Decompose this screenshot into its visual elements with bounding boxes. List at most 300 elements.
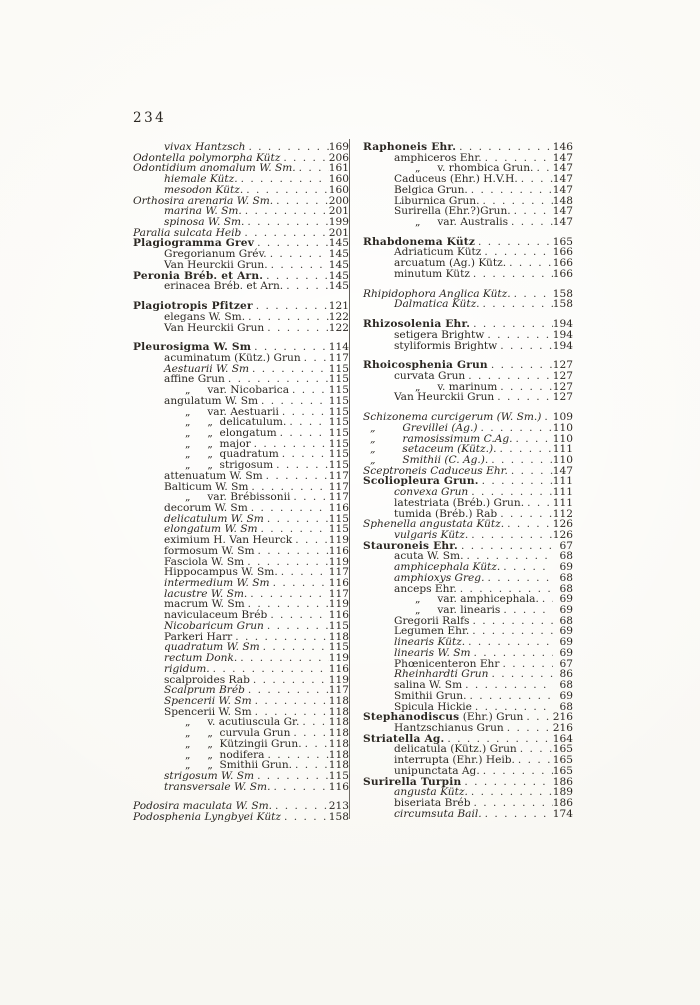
entry-page-ref: 147 [552, 464, 573, 477]
entry-text: Peronia Bréb. et Arn. [133, 269, 264, 282]
dot-leader [470, 798, 552, 809]
entry-text: amphiceros Ehr. [394, 151, 482, 164]
entry-page-ref: 166 [552, 267, 573, 280]
entry-text: „ ramosissimum C.Ag. [370, 432, 513, 445]
entry-text: rigidum. [164, 662, 210, 675]
index-entry [363, 269, 573, 280]
index-entry [133, 312, 349, 323]
entry-text: Liburnica Grun. [394, 194, 480, 207]
dot-leader [470, 269, 553, 280]
dot-leader [243, 185, 329, 196]
dot-leader [273, 460, 329, 471]
entry-text: Spencerii W. Sm [164, 694, 252, 707]
entry-page-ref: 216 [552, 711, 573, 724]
dot-leader [511, 206, 553, 217]
entry-text: Gregorii Ralfs [394, 614, 470, 627]
dot-leader [245, 685, 329, 696]
entry-text: „ „ quadratum [185, 448, 279, 461]
entry-text: Striatella Ag. [363, 732, 445, 745]
dot-leader [263, 471, 329, 482]
entry-page-ref: 174 [552, 807, 573, 820]
entry-text: Spicula Hickie [394, 700, 472, 713]
index-entry [363, 299, 573, 310]
entry-text: formosum W. Sm [164, 544, 255, 557]
dot-leader [513, 434, 553, 445]
entry-text: Nicobaricum Grun [164, 619, 264, 632]
entry-page-ref: 213 [328, 800, 349, 813]
entry-text: „ setaceum (Kütz.). [370, 443, 497, 456]
entry-text: Caduceus (Ehr.) H.V.H. [394, 173, 518, 186]
entry-page-ref: 69 [559, 636, 573, 649]
entry-text: „ „ nodifera [185, 748, 265, 761]
dot-leader [241, 228, 328, 239]
entry-page-ref: 110 [552, 432, 573, 445]
entry-page-ref: 122 [328, 321, 349, 334]
entry-text: „ var. Australis [415, 216, 509, 229]
entry-page-ref: 166 [552, 246, 573, 259]
dot-leader [484, 573, 553, 584]
entry-page-ref: 119 [328, 652, 349, 665]
entry-page-ref: 111 [552, 496, 573, 509]
dot-leader [268, 260, 329, 271]
entry-text: Rhoicosphenia Grun [363, 359, 488, 372]
dot-leader [283, 281, 329, 292]
entry-text: amphioxys Greg. [394, 571, 485, 584]
dot-leader [524, 498, 553, 509]
entry-page-ref: 189 [552, 786, 573, 799]
entry-page-ref: 109 [552, 411, 573, 424]
entry-text: Pleurosigma W. Sm [133, 341, 252, 354]
dot-leader [497, 341, 553, 352]
dot-leader [264, 621, 329, 632]
dot-leader [270, 782, 328, 793]
entry-page-ref: 160 [328, 173, 349, 186]
entry-text: spinosa W. Sm. [164, 216, 245, 229]
entry-text: Hippocampus W. Sm. [164, 566, 278, 579]
entry-page-ref: 111 [552, 443, 573, 456]
dot-leader [238, 174, 329, 185]
entry-page-ref: 127 [552, 391, 573, 404]
dot-leader [480, 299, 553, 310]
entry-text: Rhizosolenia Ehr. [363, 318, 471, 331]
entry-page-ref: 147 [552, 216, 573, 229]
entry-text: Legumen Ehr. [394, 625, 470, 638]
entry-text: „ „ Kützingii Grun. [185, 737, 302, 750]
entry-page-ref: 165 [552, 743, 573, 756]
dot-leader [484, 330, 552, 341]
dot-leader [508, 466, 553, 477]
entry-page-ref: 118 [328, 737, 349, 750]
entry-text: eximium H. Van Heurck [164, 534, 293, 547]
dot-leader [523, 712, 552, 723]
entry-text: Stauroneis Ehr. [363, 539, 458, 552]
index-entry [363, 217, 573, 228]
entry-page-ref: 147 [552, 183, 573, 196]
dot-leader [497, 382, 552, 393]
dot-leader [258, 396, 329, 407]
index-entry [133, 664, 349, 675]
entry-text: Plagiogramma Grev [133, 237, 255, 250]
entry-text: latestriata (Bréb.) Grun. [394, 496, 525, 509]
dot-leader [281, 812, 329, 823]
dot-leader [466, 691, 553, 702]
page-number: 234 [133, 110, 167, 126]
entry-text: Surirella Turpin [363, 775, 462, 788]
entry-page-ref: 119 [328, 534, 349, 547]
entry-text: biseriata Bréb [394, 796, 471, 809]
entry-text: Paralia sulcata Heib [133, 226, 242, 239]
entry-page-ref: 126 [552, 518, 573, 531]
entry-text: decorum W. Sm [164, 502, 248, 514]
index-entry [363, 392, 573, 403]
entry-text: Parkeri Harr [164, 630, 233, 643]
entry-text: arcuatum (Ag.) Kütz. [394, 257, 507, 270]
entry-page-ref: 68 [559, 614, 573, 627]
entry-text: Odontidium anomalum W. Sm. [133, 162, 296, 175]
entry-page-ref: 127 [552, 369, 573, 382]
entry-text: scalproides Rab [164, 673, 250, 686]
entry-page-ref: 112 [552, 507, 573, 520]
entry-text: linearis Kütz. [394, 636, 466, 649]
dot-leader [511, 289, 553, 300]
entry-page-ref: 118 [328, 748, 349, 761]
entry-text: Fasciola W. Sm [164, 555, 245, 568]
entry-page-ref: 194 [552, 318, 573, 331]
dot-leader [299, 717, 328, 728]
dot-leader [458, 541, 553, 552]
entry-page-ref: 126 [552, 529, 573, 541]
entry-text: erinacea Bréb. et Arn. [164, 280, 284, 293]
entry-text: minutum Kütz [394, 267, 470, 280]
entry-page-ref: 160 [328, 183, 349, 196]
entry-text: hiemale Kütz. [164, 173, 238, 186]
dot-leader [253, 301, 329, 312]
dot-leader [488, 360, 553, 371]
entry-page-ref: 116 [328, 577, 349, 590]
entry-text: naviculaceum Bréb [164, 609, 268, 622]
index-entry [133, 782, 349, 793]
entry-page-ref: 116 [328, 780, 349, 793]
entry-text: interrupta (Ehr.) Heib. [394, 754, 515, 767]
entry-text: unipunctata Ag. [394, 764, 480, 777]
entry-page-ref: 127 [552, 359, 573, 372]
dot-leader [462, 680, 553, 691]
entry-text: mesodon Kütz. [164, 183, 244, 196]
entry-page-ref: 127 [552, 380, 573, 393]
entry-page-ref: 158 [552, 287, 573, 300]
entry-text: Sphenella angustata Kütz. [363, 518, 505, 531]
index-entry [133, 396, 349, 407]
entry-text: „ var. linearis [415, 604, 501, 617]
entry-text: rectum Donk. [164, 652, 238, 665]
entry-text: „ „ Smithii Grun. [185, 759, 293, 772]
entry-page-ref: 115 [328, 523, 349, 536]
index-entry [363, 330, 573, 341]
entry-text: Phœnicenteron Ehr [394, 657, 500, 670]
entry-text: Sceptroneis Caduceus Ehr. [363, 464, 508, 477]
index-entry [363, 498, 573, 509]
entry-text: Scalprum Bréb [164, 684, 245, 697]
entry-genus-bold: Stephanodiscus [363, 711, 460, 724]
entry-page-ref: 118 [328, 727, 349, 740]
dot-leader [499, 659, 553, 670]
entry-page-ref: 200 [328, 194, 349, 207]
entry-page-ref: 115 [328, 362, 349, 375]
entry-page-ref: 146 [552, 141, 573, 153]
entry-page-ref: 86 [559, 668, 573, 681]
dot-leader [480, 766, 553, 777]
dot-leader [290, 492, 328, 503]
entry-text: vivax Hantzsch [164, 141, 246, 153]
dot-leader [255, 546, 329, 557]
entry-page-ref: 119 [328, 598, 349, 611]
entry-page-ref: 121 [328, 300, 349, 313]
entry-text: Van Heurckii Grun [164, 321, 265, 334]
entry-text: Hantzschianus Grun [394, 721, 504, 734]
entry-page-ref: 194 [552, 339, 573, 352]
dot-leader [247, 589, 328, 600]
index-entry [133, 546, 349, 557]
entry-page-ref: 69 [559, 625, 573, 638]
entry-text: Raphoneis Ehr. [363, 141, 457, 153]
entry-text: „ „ elongatum [185, 426, 277, 439]
entry-page-ref: 186 [552, 775, 573, 788]
entry-page-ref: 122 [328, 310, 349, 323]
entry-page-ref: 186 [552, 796, 573, 809]
entry-text: Rhipidophora Anglica Kütz. [363, 287, 511, 300]
dot-leader [278, 567, 329, 578]
entry-text: Van Heurckii Grun. [164, 258, 268, 271]
entry-page-ref: 68 [559, 550, 573, 563]
entry-page-ref: 117 [328, 351, 349, 364]
dot-leader [500, 562, 553, 573]
entry-text: Aestuarii W. Sm [164, 362, 250, 375]
entry-page-ref: 161 [328, 162, 349, 175]
entry-page-ref: 116 [328, 502, 349, 514]
entry-page-ref: 117 [328, 480, 349, 493]
index-entry [133, 281, 349, 292]
entry-page-ref: 67 [559, 657, 573, 670]
dot-leader [497, 509, 553, 520]
entry-text: „ v. rhombica Grun. [415, 162, 534, 175]
entry-page-ref: 68 [559, 700, 573, 713]
entry-text: Rhabdonema Kütz [363, 235, 476, 248]
dot-leader [465, 637, 553, 648]
entry-page-ref: 147 [552, 151, 573, 164]
dot-leader [286, 417, 328, 428]
entry-text: anceps Ehr. [394, 582, 457, 595]
entry-text: Stephanodiscus (Ehr.) Grun [363, 711, 524, 724]
dot-leader [267, 249, 329, 260]
index-entry [133, 323, 349, 334]
entry-page-ref: 115 [328, 448, 349, 461]
entry-text: Odontella polymorpha Kütz [133, 151, 281, 164]
entry-text: Van Heurckii Grun [394, 391, 495, 404]
entry-page-ref: 165 [552, 764, 573, 777]
entry-text: „ „ delicatulum. [185, 416, 287, 429]
dot-leader [517, 744, 553, 755]
dot-leader [264, 514, 329, 525]
dot-leader [301, 353, 329, 364]
entry-page-ref: 216 [552, 721, 573, 734]
entry-page-ref: 116 [328, 544, 349, 557]
entry-text: Spencerii W. Sm [164, 705, 252, 718]
entry-text: „ var. Brébissonii [185, 491, 291, 504]
entry-page-ref: 115 [328, 619, 349, 632]
entry-page-ref: 118 [328, 759, 349, 772]
entry-page-ref: 118 [328, 694, 349, 707]
column-divider-rule [349, 139, 350, 819]
entry-page-ref: 147 [552, 162, 573, 175]
entry-text: Gregorianum Grév. [164, 248, 267, 261]
entry-text: „ „ curvula Grun [185, 727, 291, 740]
entry-page-ref: 119 [328, 673, 349, 686]
entry-page-ref: 111 [552, 486, 573, 499]
dot-leader [273, 196, 329, 207]
dot-leader [279, 449, 329, 460]
entry-text: intermedium W. Sm [164, 577, 270, 590]
entry-text: Belgica Grun. [394, 183, 468, 196]
entry-page-ref: 69 [559, 689, 573, 702]
entry-text: „ var. amphicephala. [415, 593, 539, 606]
dot-leader [461, 777, 552, 788]
entry-page-ref: 110 [552, 421, 573, 434]
entry-page-ref: 117 [328, 566, 349, 579]
entry-text: angulatum W. Sm [164, 394, 259, 407]
entry-text: acuminatum (Kütz.) Grun [164, 351, 301, 364]
dot-leader [504, 519, 553, 530]
dot-leader [302, 739, 329, 750]
entry-page-ref: 194 [552, 328, 573, 341]
dot-leader [277, 428, 329, 439]
entry-page-ref: 158 [328, 811, 349, 824]
entry-page-ref: 165 [552, 235, 573, 248]
dot-leader [468, 185, 553, 196]
dot-leader [260, 642, 329, 653]
dot-leader [244, 217, 328, 228]
entry-page-ref: 164 [552, 732, 573, 745]
entry-text: elegans W. Sm. [164, 310, 246, 323]
entry-page-ref: 145 [328, 248, 349, 261]
entry-page-ref: 115 [328, 641, 349, 654]
entry-text: linearis W. Sm [394, 646, 471, 659]
entry-page-ref: 145 [328, 237, 349, 250]
dot-leader [482, 809, 553, 820]
entry-page-ref: 147 [552, 205, 573, 218]
dot-leader [479, 476, 553, 487]
entry-text: Adriaticum Kütz [394, 246, 482, 259]
index-entry [363, 341, 573, 352]
entry-page-ref: 110 [552, 453, 573, 466]
entry-page-ref: 69 [559, 593, 573, 606]
index-entry [363, 573, 573, 584]
dot-leader [515, 755, 553, 766]
dot-leader [270, 578, 329, 589]
entry-page-ref: 166 [552, 257, 573, 270]
entry-text: Podosira maculata W. Sm. [133, 800, 273, 813]
entry-text: macrum W. Sm [164, 598, 245, 611]
dot-leader [250, 675, 329, 686]
entry-text: curvata Grun [394, 369, 466, 382]
index-entry [363, 423, 573, 434]
entry-text: transversale W. Sm. [164, 780, 271, 793]
entry-text: „ var. Nicobarica [185, 384, 290, 397]
dot-leader [497, 444, 553, 455]
entry-page-ref: 115 [328, 384, 349, 397]
entry-page-ref: 118 [328, 716, 349, 729]
entry-page-ref: 68 [559, 582, 573, 595]
entry-page-ref: 145 [328, 280, 349, 293]
entry-page-ref: 115 [328, 437, 349, 450]
entry-page-ref: 147 [552, 173, 573, 186]
index-column-right [363, 142, 573, 819]
index-entry [363, 809, 573, 820]
entry-page-ref: 115 [328, 512, 349, 525]
entry-page-ref: 67 [559, 539, 573, 552]
entry-page-ref: 201 [328, 205, 349, 218]
entry-text: delicatula (Kütz.) Grun [394, 743, 517, 756]
entry-text: circumsuta Bail. [394, 807, 482, 820]
index-entry [133, 185, 349, 196]
entry-page-ref: 115 [328, 373, 349, 386]
index-entry [363, 766, 573, 777]
entry-page-ref: 118 [328, 705, 349, 718]
entry-text: vulgaris Kütz. [394, 529, 469, 541]
entry-page-ref: 158 [552, 298, 573, 311]
entry-text: Scoliopleura Grun. [363, 475, 479, 488]
entry-text: setigera Brightw [394, 328, 485, 341]
dot-leader [242, 206, 329, 217]
entry-text: salina W. Sm [394, 679, 463, 692]
entry-page-ref: 114 [328, 341, 349, 354]
dot-leader [237, 653, 329, 664]
entry-text: Plagiotropis Pfitzer [133, 300, 253, 313]
entry-text: delicatulum W. Sm [164, 512, 264, 525]
entry-page-ref: 117 [328, 491, 349, 504]
dot-leader [245, 312, 329, 323]
dot-leader [506, 258, 553, 269]
dot-leader [296, 163, 329, 174]
index-entry [133, 471, 349, 482]
entry-text: „ „ major [185, 437, 251, 450]
entry-page-ref: 206 [328, 151, 349, 164]
entry-text: styliformis Brightw [394, 339, 498, 352]
entry-page-ref: 115 [328, 769, 349, 782]
entry-text: attenuatum W. Sm [164, 469, 263, 482]
entry-text: „ var. Aestuarii [185, 405, 279, 418]
entry-page-ref: 115 [328, 405, 349, 418]
entry-page-ref: 117 [328, 587, 349, 600]
entry-page-ref: 199 [328, 216, 349, 229]
entry-text: tumida (Bréb.) Rab [394, 507, 498, 520]
dot-leader [264, 323, 329, 334]
dot-leader [533, 163, 552, 174]
entry-page-ref: 116 [328, 609, 349, 622]
entry-page-ref: 115 [328, 416, 349, 429]
entry-text: quadratum W. Sm [164, 641, 260, 654]
dot-leader [468, 787, 553, 798]
entry-text: angusta Kütz. [394, 786, 468, 799]
dot-leader [249, 364, 329, 375]
dot-leader [469, 616, 553, 627]
entry-text: „ v. acutiuscula Gr. [185, 716, 300, 729]
entry-page-ref: 115 [328, 459, 349, 472]
dot-leader [210, 664, 329, 675]
dot-leader [518, 174, 553, 185]
entry-page-ref: 117 [328, 469, 349, 482]
entry-page-ref: 201 [328, 226, 349, 239]
entry-page-ref: 169 [328, 141, 349, 153]
